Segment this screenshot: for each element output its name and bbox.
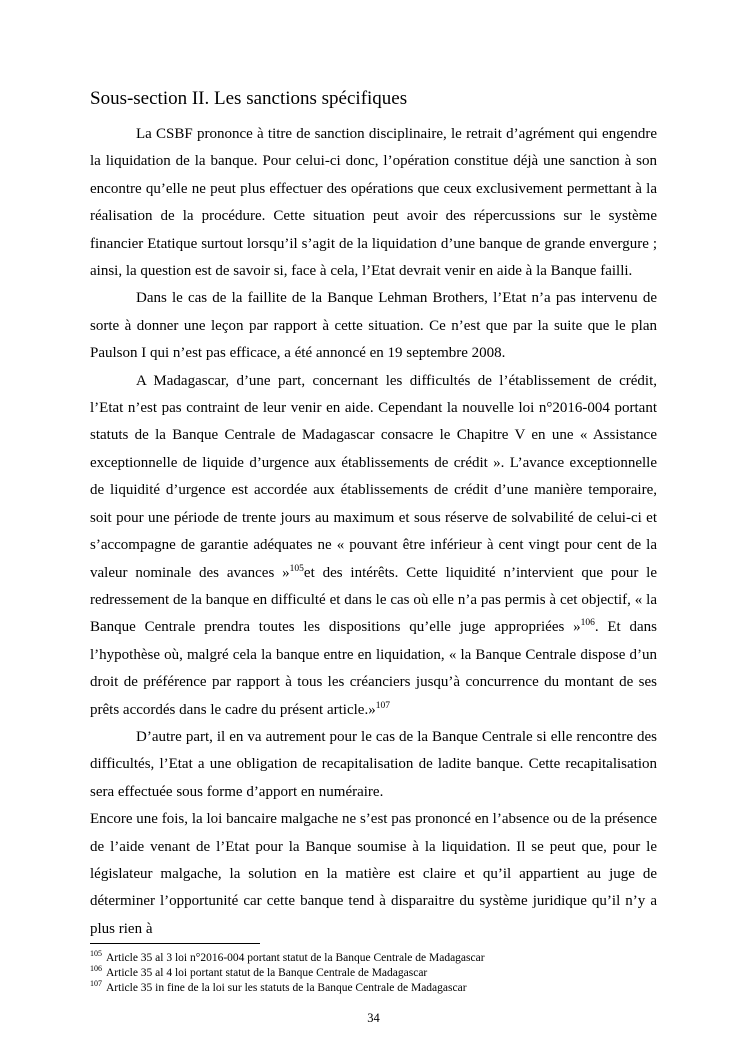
paragraph-text: et des intérêts. Cette liquidité n’intervient que pour le redressement de la banque en difficulté et dans le cas où elle n’a pas permis à cet objectif, « la Banque Centrale prendra toutes les dispositions qu’elle juge appropriées » xyxy=(90,564,658,636)
paragraph-text: D’autre part, il en va autrement pour le cas de la Banque Centrale si elle rencontre des difficultés, l’Etat a une obligation de recapitalisation de ladite banque. Cette recapitalisation sera effectuée sous forme d’apport en numéraire. xyxy=(90,728,657,800)
paragraph-text: Encore une fois, la loi bancaire malgache ne s’est pas prononcé en l’absence ou de la présence de l’aide venant de l’Etat pour la Banque soumise à la liquidation. Il se peut que, pour le législateur malgache, la solution en la matière est claire et qu’il appartient au juge de déterminer l’opportunité car cette banque tend à disparaitre du système juridique qu’il n’y a plus rien à xyxy=(90,811,657,937)
paragraph-text: Dans le cas de la faillite de la Banque Lehman Brothers, l’Etat n’a pas intervenu de sorte à donner une leçon par rapport à cette situation. Ce n’est que par la suite que le plan Paulson I qui n’est pas efficace, a été annoncé en 19 septembre 2008. xyxy=(90,290,657,362)
paragraph-text: La CSBF prononce à titre de sanction disciplinaire, le retrait d’agrément qui engendre la liquidation de la banque. Pour celui-ci donc, l’opération constitue déjà une sanction à son encontre qu’elle ne peut plus effectuer des opérations que ceux exclusivement permettant à la réalisation de la procédure. Cette situation peut avoir des répercussions sur le système financier Etatique surtout lorsqu’il s’agit de la liquidation d’une banque de grande envergure ; ainsi, la question est de savoir si, face à cela, l’Etat devrait venir en aide à la Banque failli. xyxy=(90,126,657,280)
footnote-number: 105 xyxy=(90,949,102,959)
body-paragraphs xyxy=(90,121,657,943)
footnote-text: Article 35 al 3 loi n°2016-004 portant statut de la Banque Centrale de Madagascar xyxy=(106,952,485,965)
footnote-text: Article 35 al 4 loi portant statut de la Banque Centrale de Madagascar xyxy=(106,967,428,980)
footnote-text: Article 35 in fine de la loi sur les statuts de la Banque Centrale de Madagascar xyxy=(106,982,467,995)
section-heading: Sous-section II. Les sanctions spécifiques xyxy=(90,88,408,109)
paragraph-text: A Madagascar, d’une part, concernant les difficultés de l’établissement de crédit, l’Etat n’est pas contraint de leur venir en aide. Cependant la nouvelle loi n°2016-004 portant statuts de la Banque Centrale de Madagascar consacre le Chapitre V en une « Assistance exceptionnelle de liquide d’urgence aux établissements de crédit ». L’avance exceptionnelle de liquidité d’urgence est accordée aux établissements de crédit d’une manière temporaire, soit pour une période de trente jours au maximum et sous réserve de solvabilité de celui-ci et s’accompagne de garantie adéquates ne « pouvant être inférieur à cent vingt pour cent de la valeur nominale des avances » xyxy=(90,372,657,581)
footnote xyxy=(90,981,657,996)
paragraph xyxy=(90,806,657,943)
paragraph-text: . Et dans l’hypothèse où, malgré cela la banque entre en liquidation, « la Banque Centrale dispose d’un droit de préférence par rapport à tous les créanciers jusqu’à concurrence du montant de ses prêts accordés dans le cadre du présent article.» xyxy=(90,619,657,718)
footnote xyxy=(90,951,657,966)
page-number: 34 xyxy=(367,1011,380,1026)
footnote xyxy=(90,966,657,981)
footnote-ref: 106 xyxy=(580,618,595,629)
footnotes-section xyxy=(90,943,657,996)
paragraph xyxy=(90,724,657,806)
footnote-ref: 105 xyxy=(289,563,304,574)
footnote-number: 106 xyxy=(90,964,102,974)
footnote-ref: 107 xyxy=(375,700,390,711)
footnote-number: 107 xyxy=(90,979,102,989)
footnotes-list xyxy=(90,951,657,996)
footnote-separator xyxy=(90,943,260,944)
paragraph xyxy=(90,121,657,285)
paragraph xyxy=(90,368,657,724)
paragraph xyxy=(90,285,657,367)
